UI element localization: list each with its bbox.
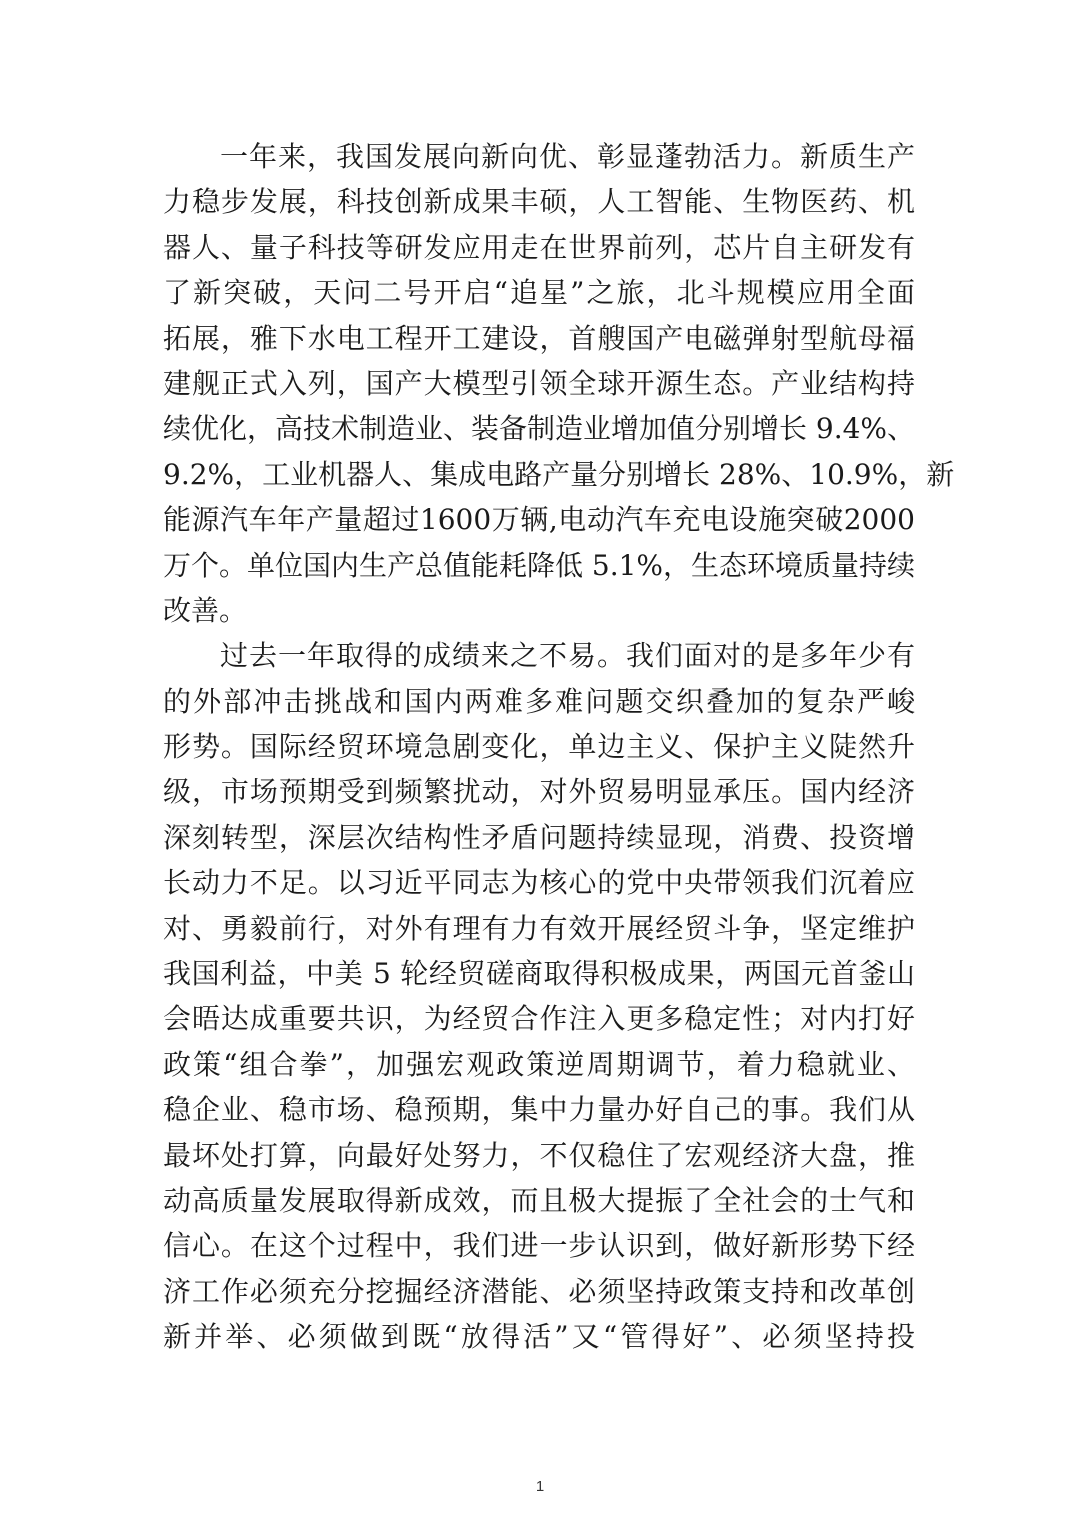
text-line: 动高质量发展取得新成效，而且极大提振了全社会的士气和 — [163, 1183, 915, 1217]
text-line: 一年来，我国发展向新向优、彰显蓬勃活力。新质生产 — [220, 140, 915, 173]
page-number: 1 — [535, 1478, 545, 1495]
text-line: 长动力不足。以习近平同志为核心的党中央带领我们沉着应 — [163, 866, 915, 900]
text-line: 的外部冲击挑战和国内两难多难问题交织叠加的复杂严峻 — [163, 684, 915, 718]
text-line: 政策“组合拳”，加强宏观政策逆周期调节，着力稳就业、 — [163, 1047, 915, 1081]
text-line: 续优化，高技术制造业、装备制造业增加值分别增长 9.4%、 — [163, 412, 916, 446]
text-line: 会晤达成重要共识，为经贸合作注入更多稳定性；对内打好 — [163, 1002, 915, 1036]
text-line: 我国利益，中美 5 轮经贸磋商取得积极成果，两国元首釜山 — [163, 957, 915, 991]
text-line: 了新突破，天问二号开启“追星”之旅，北斗规模应用全面 — [163, 276, 915, 310]
paragraph-challenges — [163, 633, 915, 1359]
text-line: 过去一年取得的成绩来之不易。我们面对的是多年少有 — [220, 639, 915, 673]
text-line: 建舰正式入列，国产大模型引领全球开源生态。产业结构持 — [163, 366, 915, 400]
text-line: 形势。国际经贸环境急剧变化，单边主义、保护主义陡然升 — [163, 730, 915, 764]
paragraph-achievements — [163, 134, 955, 633]
text-line: 信心。在这个过程中，我们进一步认识到，做好新形势下经 — [163, 1229, 915, 1263]
text-line: 级，市场预期受到频繁扰动，对外贸易明显承压。国内经济 — [163, 775, 915, 809]
text-line: 济工作必须充分挖掘经济潜能、必须坚持政策支持和改革创 — [163, 1274, 915, 1308]
text-line: 器人、量子科技等研发应用走在世界前列，芯片自主研发有 — [163, 230, 915, 264]
text-line: 能源汽车年产量超过1600万辆,电动汽车充电设施突破2000 — [163, 503, 915, 537]
text-line: 9.2%，工业机器人、集成电路产量分别增长 28%、10.9%，新 — [163, 457, 955, 491]
text-line: 拓展，雅下水电工程开工建设，首艘国产电磁弹射型航母福 — [163, 321, 915, 355]
text-line: 力稳步发展，科技创新成果丰硕，人工智能、生物医药、机 — [163, 185, 915, 219]
text-line: 最坏处打算，向最好处努力，不仅稳住了宏观经济大盘，推 — [163, 1138, 915, 1172]
text-line: 新并举、必须做到既“放得活”又“管得好”、必须坚持投 — [163, 1320, 915, 1354]
text-line: 深刻转型，深层次结构性矛盾问题持续显现，消费、投资增 — [163, 820, 915, 854]
text-line: 改善。 — [163, 593, 248, 627]
text-line: 万个。单位国内生产总值能耗降低 5.1%，生态环境质量持续 — [163, 548, 916, 582]
body-text — [163, 134, 955, 1360]
text-line: 对、勇毅前行，对外有理有力有效开展经贸斗争，坚定维护 — [163, 911, 915, 945]
text-line: 稳企业、稳市场、稳预期，集中力量办好自己的事。我们从 — [163, 1093, 915, 1127]
